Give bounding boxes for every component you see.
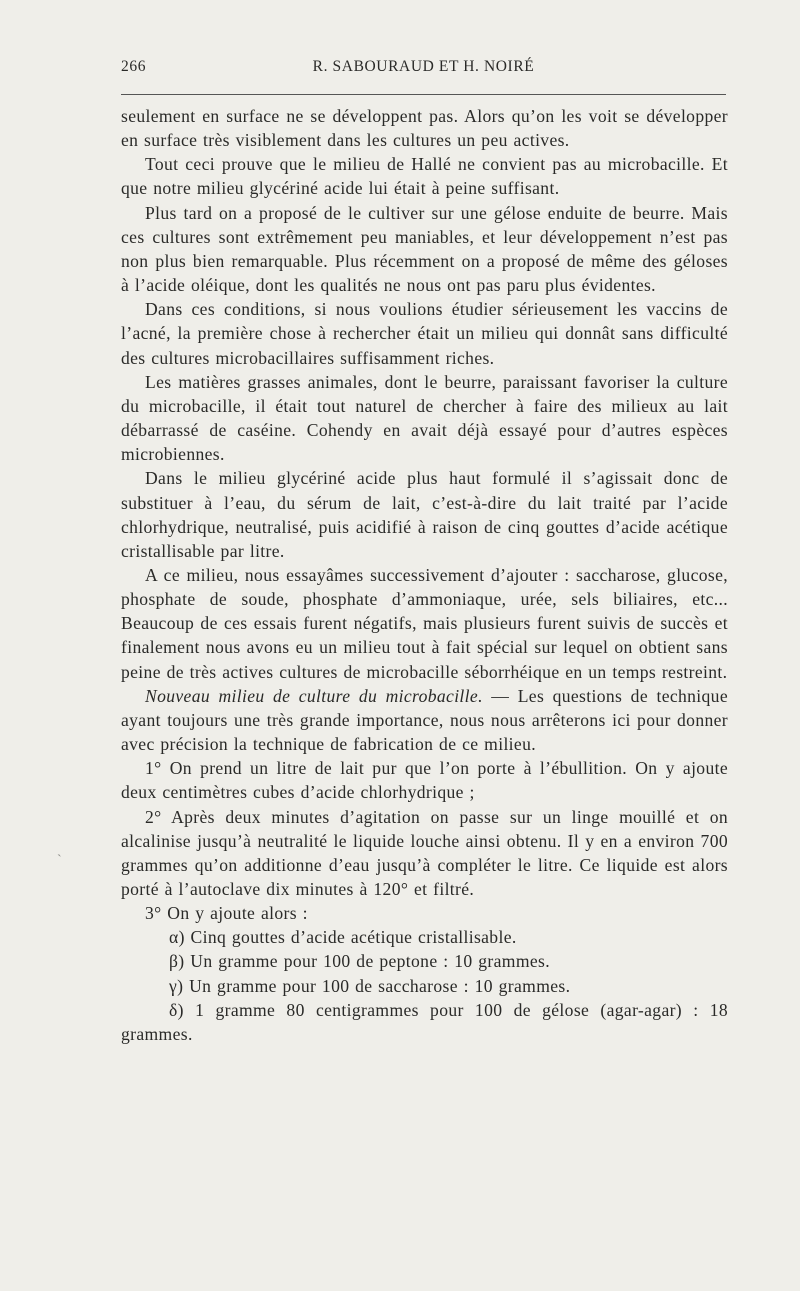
paragraph: Dans ces conditions, si nous voulions étudier sérieusement les vaccins de l’acné, la première chose à rechercher était un milieu qui donnât sans difficulté des cultures microbacillaires suffisamment riches. (121, 299, 728, 368)
section-text: — Les questions de technique ayant toujours une très grande importance, nous nous arrêterons ici pour donner avec précision la technique de fabrication de ce milieu. (121, 685, 728, 755)
header-rule (121, 94, 726, 95)
paragraph: seulement en surface ne se développent pas. Alors qu’on les voit se développer en surface très visiblement dans les cultures un peu actives. (121, 106, 728, 151)
paragraph: Tout ceci prouve que le milieu de Hallé ne convient pas au microbacille. Et que notre milieu glycériné acide lui était à peine suffisant. (121, 154, 728, 199)
section-title: Nouveau milieu de culture du microbacille. (145, 685, 483, 706)
sub-item (121, 998, 728, 1046)
sub-item (121, 974, 728, 998)
paragraph: Dans le milieu glycériné acide plus haut formulé il s’agissait donc de substituer à l’eau, du sérum de lait, c’est-à-dire du lait traité par l’acide chlorhydrique, neutralisé, puis acidifié à raison de cinq gouttes d’acide acétique cristallisable par litre. (121, 468, 728, 561)
sub-item-text: Un gramme pour 100 de peptone : 10 grammes. (190, 951, 550, 972)
step-item: 2° Après deux minutes d’agitation on passe sur un linge mouillé et on alcalinise jusqu’à neutralité le liquide louche ainsi obtenu. Il y en a environ 700 grammes qu’on additionne d’eau jusqu’à compléter le litre. Ce liquide est alors porté à l’autoclave dix minutes à 120° et filtré. (121, 806, 728, 899)
paragraph: Plus tard on a proposé de le cultiver sur une gélose enduite de beurre. Mais ces cultures sont extrêmement peu maniables, et leur développement n’est pas non plus bien remarquable. Plus récemment on a proposé de même des géloses à l’acide oléique, dont les qualités ne nous ont pas paru plus évidentes. (121, 202, 728, 296)
paragraph: A ce milieu, nous essayâmes successivement d’ajouter : saccharose, glucose, phosphate de soude, phosphate d’ammoniaque, urée, sels biliaires, etc... Beaucoup de ces essais furent négatifs, mais plusieurs furent suivis de succès et finalement nous avons eu un milieu tout à fait spécial sur lequel on obtient sans peine de très actives cultures de microbacille séborrhéique en un temps restreint. (121, 564, 728, 682)
sub-item-marker: γ) (169, 975, 184, 996)
sub-item-text: Un gramme pour 100 de saccharose : 10 grammes. (189, 975, 571, 996)
paragraph: Les matières grasses animales, dont le beurre, paraissant favoriser la culture du microbacille, il était tout naturel de chercher à faire des milieux au lait débarrassé de caséine. Cohendy en avait déjà essayé pour d’autres espèces microbiennes. (121, 371, 728, 465)
sub-item (121, 949, 728, 973)
section-paragraph (121, 684, 728, 756)
sub-item-text: Cinq gouttes d’acide acétique cristallisable. (190, 927, 517, 948)
sub-item-marker: β) (169, 951, 185, 972)
step-item: 1° On prend un litre de lait pur que l’on porte à l’ébullition. On y ajoute deux centimètres cubes d’acide chlorhydrique ; (121, 758, 728, 803)
sub-item-text: 1 gramme 80 centigrammes pour 100 de gélose (agar-agar) : 18 grammes. (121, 999, 728, 1044)
page-number: 266 (121, 58, 147, 75)
running-title: R. SABOURAUD ET H. NOIRÉ (312, 58, 535, 75)
sub-item-marker: α) (169, 927, 185, 948)
step-item: 3° On y ajoute alors : (145, 903, 308, 924)
sub-item-marker: δ) (169, 999, 184, 1020)
page-body (121, 104, 728, 1046)
margin-mark: ` (57, 853, 62, 868)
sub-item (121, 925, 728, 949)
running-header (121, 58, 726, 84)
